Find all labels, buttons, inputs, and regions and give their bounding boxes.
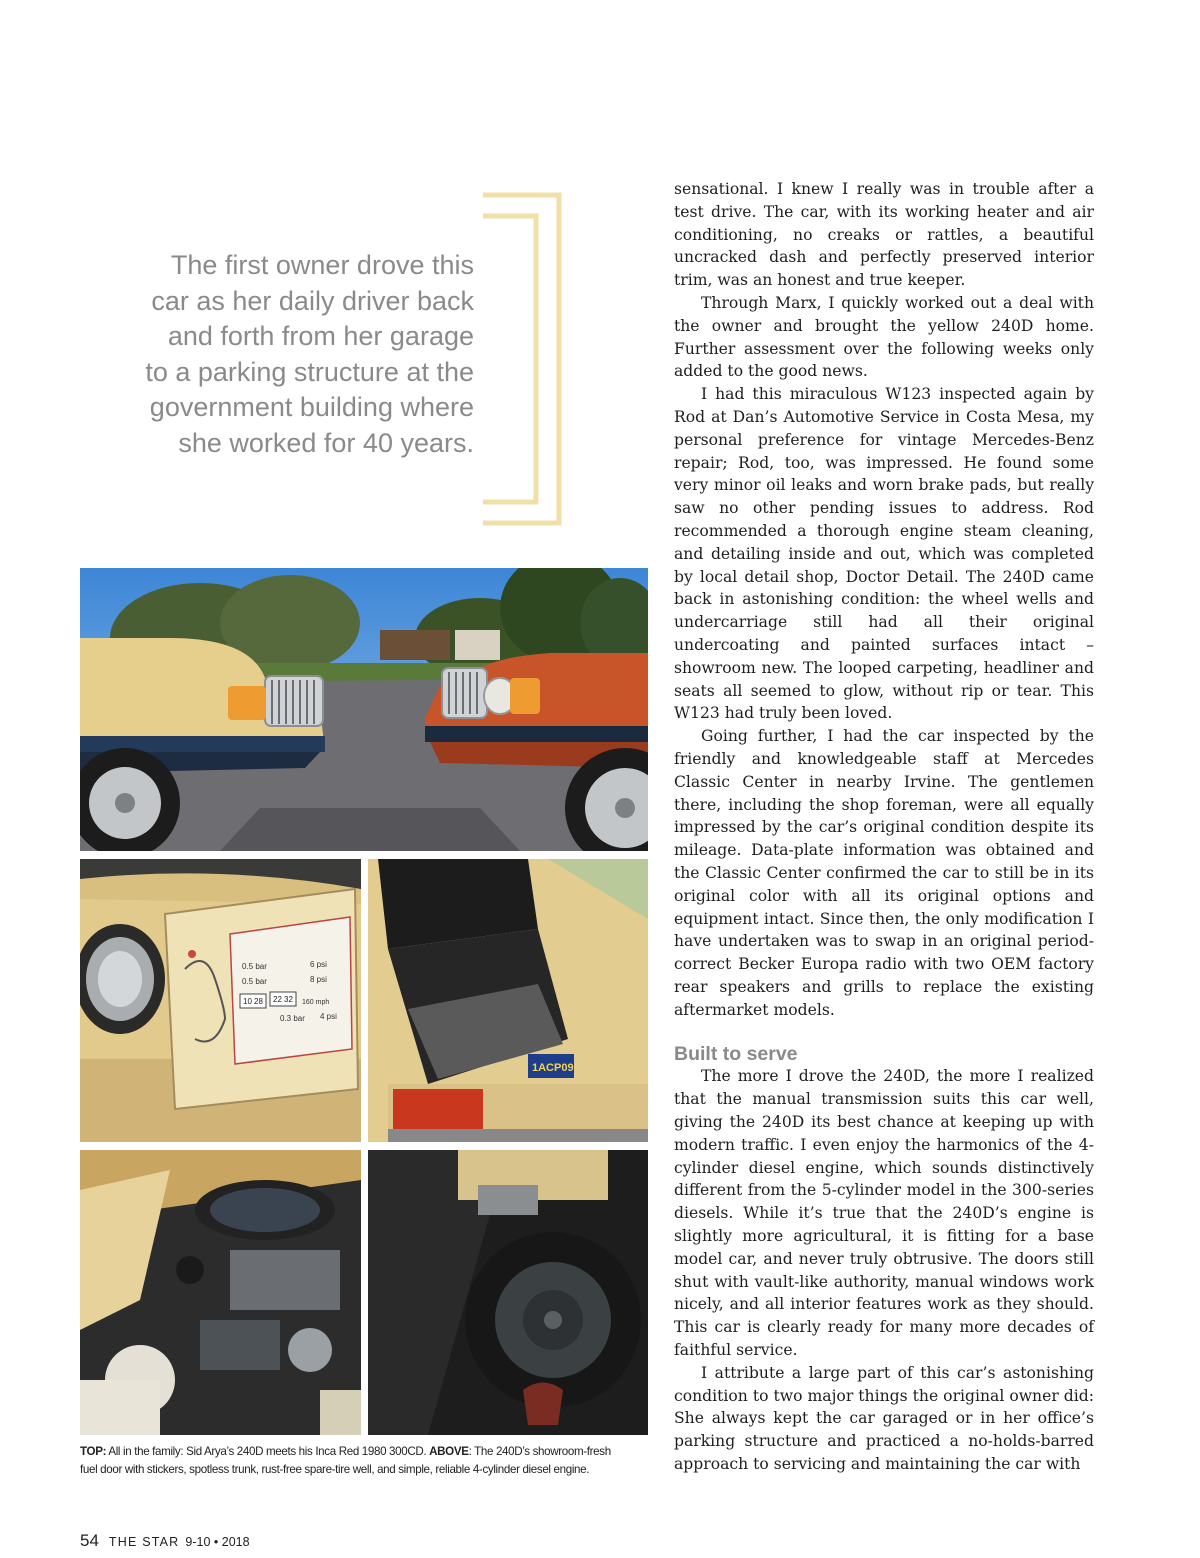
photo-trunk [368,859,648,1142]
article-paragraph: Through Marx, I quickly worked out a deal with the owner and brought the yellow 240D home. Further assessment over the following weeks only added to the good news. [674,293,1094,381]
sticker-pressure-4: 8 psi [310,975,327,984]
pull-quote [100,248,474,461]
license-plate: 1ACP09 [532,1062,574,1074]
article-paragraph: sensational. I knew I really was in trouble after a test drive. The car, with its working heater and air conditioning, no creaks or rattles, a beautiful uncracked dash and perfectly preserved interior trim, was an honest and true keeper. [674,180,1094,290]
pull-quote-line: The first owner drove this [170,250,474,280]
article-paragraph: Going further, I had the car inspected by the friendly and knowledgeable staff at Mercedes Classic Center in nearby Irvine. The gentlemen there, including the shop foreman, were all equally impressed by the car’s original condition despite its mileage. Data-plate information was obtained and the Classic Center confirmed the car to still be in its original color with all its original options and equipment intact. Since then, the only modification I have undertaken was to swap in an original period-correct Becker Europa radio with two OEM factory rear speakers and grills to replace the existing aftermarket models. [674,727,1094,1019]
photo-engine [80,1150,361,1435]
sticker-tire-2: 28 [254,997,263,1006]
photo-fuel-door [80,859,361,1142]
sticker-pressure-6: 4 psi [320,1012,337,1021]
section-heading: Built to serve [674,1043,798,1066]
caption-top-label: TOP: [80,1445,107,1458]
photo-spare-tire-well [368,1150,648,1435]
caption-line-2: fuel door with stickers, spotless trunk, rust-free spare-tire well, and simple, reliable 4-cylinder diesel engine. [80,1462,590,1476]
pull-quote-line: car as her daily driver back [151,285,474,316]
pull-quote-line: government building where [149,392,474,422]
sticker-pressure-5: 0.3 bar [280,1014,305,1023]
sticker-tire-4: 32 [284,995,293,1004]
sticker-pressure-2: 6 psi [310,960,327,969]
article-paragraph: I attribute a large part of this car’s astonishing condition to two major things the original owner did: She always kept the car garaged or in her office’s parking structure and practiced a no-holds-barred approach to servicing and maintaining the car with [674,1363,1094,1474]
sticker-pressure-3: 0.5 bar [242,977,267,986]
sticker-tire-3: 22 [273,995,282,1004]
sticker-pressure-1: 0.5 bar [242,962,267,971]
caption-above-text: : The 240D’s showroom-fresh [468,1445,611,1458]
photo-caption [80,1443,650,1478]
article-paragraph: I had this miraculous W123 inspected again by Rod at Dan’s Automotive Service in Costa Mesa, my personal preference for vintage Mercedes-Benz repair; Rod, too, was impressed. He found some very minor oil leaks and worn brake pads, but really saw no other pending issues to address. Rod recommended a thorough engine steam cleaning, and detailing inside and out, which was completed by local detail shop, Doctor Detail. The 240D came back in astonishing condition: the wheel wells and undercarriage still had all their original undercoating and painted surfaces intact – showroom new. The looped carpeting, headliner and seats all seemed to glow, without rip or tear. This W123 had truly been loved. [674,385,1094,723]
page-number: 54 [80,1531,99,1550]
sticker-speed: 160 mph [302,999,330,1006]
photo-two-cars [80,568,648,851]
sticker-tire-1: 10 [243,997,252,1006]
pull-quote-bracket [480,192,570,527]
article-paragraph: The more I drove the 240D, the more I realized that the manual transmission suits this car well, giving the 240D its best chance at keeping up with modern traffic. I even enjoy the harmonics of the 4-cylinder diesel engine, which sounds distinctively different from the 5-cylinder model in the 300-series diesels. While it’s true that the 240D’s engine is slightly more agricultural, it is fitting for a base model car, and never truly obtrusive. The doors still shut with vault-like authority, manual windows work nicely, and all interior features work as they should. This car is clearly ready for many more decades of faithful service. [674,1067,1094,1360]
page-folio [80,1531,250,1551]
pull-quote-line: she worked for 40 years. [178,427,474,458]
caption-top-text: All in the family: Sid Arya’s 240D meets his Inca Red 1980 300CD. [106,1445,430,1458]
issue-date: 9-10 • 2018 [185,1535,250,1549]
caption-above-label: ABOVE [429,1445,469,1458]
article-body [674,178,1094,1476]
magazine-name: THE STAR [108,1535,180,1549]
pull-quote-line: and forth from her garage [167,321,474,351]
pull-quote-line: to a parking structure at the [145,356,474,387]
